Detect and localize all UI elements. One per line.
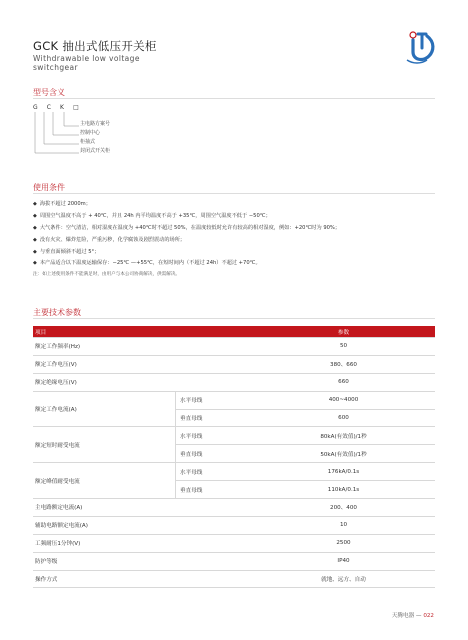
section-divider: [33, 193, 435, 194]
diamond-bullet-icon: ◆: [33, 213, 37, 219]
table-row: [33, 463, 435, 481]
table-row: [33, 570, 435, 588]
param-name: 额定绝缘电压(V): [33, 373, 252, 391]
page-title: GCK 抽出式低压开关柜: [33, 39, 157, 53]
condition-item: ◆ 大气条件：空气清洁，相对湿度在温度为 +40℃时不超过 50%，在温度较低时允许有较高的相对湿度，例如：+20℃时为 90%；: [33, 225, 341, 231]
footer-text: 天腾电器 —: [391, 613, 422, 619]
param-name: 防护等级: [33, 552, 252, 570]
diamond-bullet-icon: ◆: [33, 237, 37, 243]
condition-item: ◆ 本产品适合以下温度运输保存：−25℃ —+55℃，在短时间内（不超过 24h）不超过 +70℃。: [33, 260, 261, 266]
conditions-section-title: 使用条件: [33, 183, 65, 192]
diamond-bullet-icon: ◆: [33, 225, 37, 231]
condition-item: ◆ 周围空气温度不高于 + 40℃，并且 24h 内平均温度不高于 +35℃，周围空气温度不低于 −50℃；: [33, 213, 271, 219]
param-name: 操作方式: [33, 570, 252, 588]
section-divider: [33, 318, 435, 319]
brand-logo-icon: [405, 30, 437, 66]
param-value: 10: [252, 516, 435, 534]
diamond-bullet-icon: ◆: [33, 201, 37, 207]
diamond-bullet-icon: ◆: [33, 260, 37, 266]
table-row: [33, 391, 435, 409]
param-value: 200、400: [252, 499, 435, 517]
param-subitem: 垂直母线: [176, 481, 253, 499]
page-number: 022: [423, 613, 434, 619]
table-row: [33, 338, 435, 356]
param-value: 660: [252, 373, 435, 391]
subtitle-line-1: Withdrawable low voltage: [33, 54, 140, 63]
model-code: G C K □: [33, 104, 83, 111]
param-value: 110kA/0.1s: [252, 481, 435, 499]
model-label-4: 封闭式开关柜: [80, 148, 111, 154]
table-row: [33, 373, 435, 391]
param-value: 80kA(有效值)/1秒: [252, 427, 435, 445]
param-value: 176kA/0.1s: [252, 463, 435, 481]
condition-item: ◆ 没有火灾、爆炸危险，严重污秽，化学腐蚀及剧烈震动的场所；: [33, 237, 186, 243]
param-value: 就地、远方、自动: [252, 570, 435, 588]
param-name: 额定短时耐受电流: [33, 427, 176, 463]
param-subitem: 水平母线: [176, 463, 253, 481]
param-name: 额定工作频率(Hz): [33, 338, 252, 356]
table-row: [33, 552, 435, 570]
param-name: 辅助电路额定电流(A): [33, 516, 252, 534]
subtitle-line-2: switchgear: [33, 63, 78, 72]
conditions-note: 注：如上述使用条件不能满足时，由用户与本公司协商解决，供需解决。: [33, 272, 181, 277]
specs-table: [33, 326, 435, 588]
table-row: [33, 427, 435, 445]
param-name: 额定峰值耐受电流: [33, 463, 176, 499]
param-subitem: 垂直母线: [176, 445, 253, 463]
param-value: 50kA(有效值)/1秒: [252, 445, 435, 463]
model-section-title: 型号含义: [33, 88, 65, 97]
param-subitem: 垂直母线: [176, 409, 253, 427]
page-subtitle: [33, 54, 153, 72]
param-name: 额定工作电压(V): [33, 355, 252, 373]
model-label-3: 柜抽式: [80, 139, 96, 145]
param-name: 额定工作电流(A): [33, 391, 176, 427]
param-value: 50: [252, 338, 435, 356]
section-divider: [33, 98, 435, 99]
page-footer: [392, 611, 434, 619]
model-label-2: 控制中心: [80, 130, 101, 136]
param-value: IP40: [252, 552, 435, 570]
param-name: 主电路额定电流(A): [33, 499, 252, 517]
param-value: 380、660: [252, 355, 435, 373]
specs-section-title: 主要技术参数: [33, 308, 81, 317]
param-value: 2500: [252, 534, 435, 552]
column-header-value: 参数: [252, 326, 435, 338]
condition-item: ◆ 海拔不超过 2000m；: [33, 201, 91, 207]
model-label-1: 主电路方案号: [80, 121, 111, 127]
table-row: [33, 355, 435, 373]
table-row: [33, 534, 435, 552]
table-row: [33, 516, 435, 534]
condition-item: ◆ 与垂直面倾斜不超过 5°；: [33, 249, 100, 255]
column-header-item: 项目: [33, 326, 252, 338]
diamond-bullet-icon: ◆: [33, 249, 37, 255]
param-name: 工频耐压1分钟(V): [33, 534, 252, 552]
table-row: [33, 499, 435, 517]
param-subitem: 水平母线: [176, 427, 253, 445]
param-subitem: 水平母线: [176, 391, 253, 409]
param-value: 400~4000: [252, 391, 435, 409]
table-header-row: [33, 326, 435, 338]
param-value: 600: [252, 409, 435, 427]
